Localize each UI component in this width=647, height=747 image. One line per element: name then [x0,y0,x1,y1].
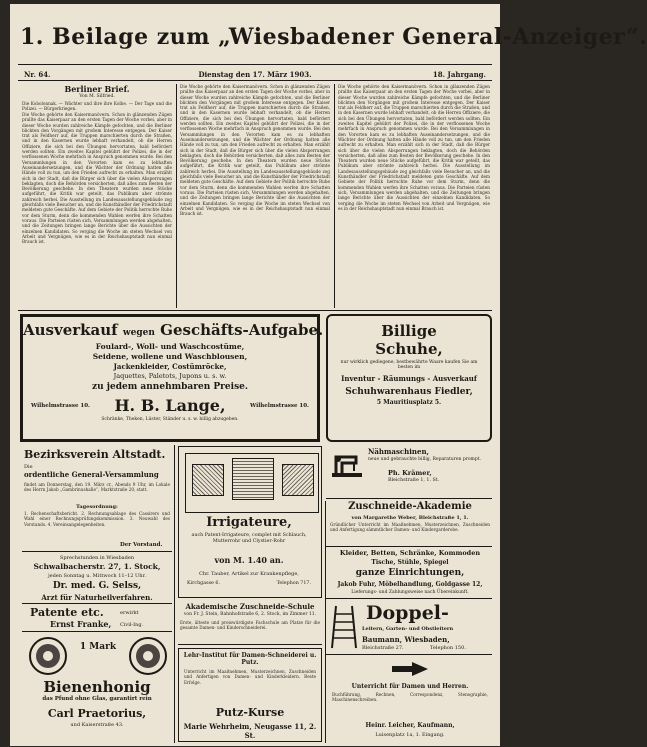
lehrinstitut-title: Lehr-Institut für Damen-Schneiderei u. Putz. [183,652,317,666]
masthead-rule [18,64,492,65]
akademische-title: Akademische Zuschneide-Schule [185,602,315,611]
doppel-sub: Leitern, Garten- und Obstleitern [362,626,454,632]
kleider-line2: Tische, Stühle, Spiegel [371,559,449,566]
column-divider [176,84,177,308]
ad-schuhe-firm: Schuhwarenhaus Fiedler, [345,387,473,397]
kleider-note: Lieferungs- und Zahlungsweise nach Übereinkunft. [351,590,469,595]
article-column-1: Die Woche gehörte den Kaisermanövern. Schon in glänzenden Zügen prallte das Kaiserpaar an den ersten Tagen der Woche vorbei, aber in dieser Woche wurden zahlreiche Kämpfe gefochten, und die Berliner blickten den Vorgängen mit großem Interesse entgegen. Der Kaiser trat als Feldherr auf, die Truppen marschierten durch die Straßen, und in den Kasernen wurde lebhaft verhandelt, ob die Herren Offiziere, die sich bei den Übungen hervortaten, bald befördert werden sollten. Ein zweites Kapitel gebührt der Polizei, die in der verflossenen Woche mehrfach in Anspruch genommen wurde. Bei den Versammlungen in den Vororten kam es zu lebhaften Auseinandersetzungen, und die Wächter der Ordnung hatten alle Hände voll zu tun, um den Frieden aufrecht zu erhalten. Man erzählt sich in der Stadt, daß die Bürger sich über die vielen Absperrungen beklagten, doch die Behörden versicherten, daß alles zum Besten der Bevölkerung geschehe. In den Theatern wurden neue Stücke aufgeführt, die Kritik war geteilt, das Publikum aber strömte zahlreich herbei. Die Ausstellung im Landesausstellungsgebäude zog gleichfalls viele Besucher an, und die Kunsthändler der Friedrichstadt meldeten gute Geschäfte. Auf dem Gebiete der Politik herrschte Ruhe vor dem Sturm, denn die kommenden Wahlen werfen ihre Schatten voraus. Die Parteien rüsten sich, Versammlungen werden abgehalten, und die Zeitungen bringen lange Berichte über die Aussichten der einzelnen Kandidaten. So verging die Woche im steten Wechsel von Arbeit und Vergnügen, wie es in der Reichshauptstadt nun einmal Brauch ist. [22,112,172,245]
ad-schuhe-headline-b: Schuhe, [375,340,443,358]
pointing-hand-icon [390,658,430,680]
ad-divider [326,498,492,499]
doppel-phone: Telephon 150. [430,645,466,651]
ad-lange-line2: Seidene, wollene und Waschblousen, [92,352,248,361]
ad-divider [178,644,322,645]
kleider-line1: Kleider, Betten, Schränke, Kommoden [339,549,481,557]
bienenhonig-firm: Carl Praetorius, [47,707,147,720]
ad-nahmaschinen-text: neue und gebrauchte billig, Reparaturen prompt. [368,457,481,462]
ad-nahmaschinen-firm: Ph. Krämer, [388,469,432,477]
bezirksverein-agenda: 1. Rechenschaftsbericht. 2. Rechnungsablage des Cassirers und Wahl einer Rechnungsprüfungskommission. 3. Neuwahl des Vorstands. 4. Vereinsangelegenheiten. [24,511,170,527]
date-line: Dienstag den 17. März 1903. [198,70,312,79]
column-divider [334,84,335,308]
ad-nahmaschinen [328,445,490,497]
section-rule [18,310,492,311]
ad-lange-line1: Foulard-, Woll- und Waschcostüme, [95,342,245,351]
ad-divider [22,551,172,552]
irrigateure-title: Irrigateure, [206,515,292,530]
irrigateure-address: Kirchgasse 6. [187,581,220,586]
lehrinstitut-putz: Putz-Kurse [215,706,285,719]
ad-schuhe-address: 5 Mauritiusplatz 5. [376,399,442,406]
bezirksverein-closing: Der Vorstand. [120,542,163,548]
irrigator-box-icon [192,464,224,496]
patente-sub: erwirkt [120,610,139,616]
bienenhonig-price: 1 Mark [79,642,117,652]
ad-lange-line5: zu jedem annehmbaren Preise. [91,382,248,392]
bezirksverein-event: ordentliche General-Versammlung [24,470,159,479]
honey-seal-right-icon [128,636,168,676]
irrigateure-product-sketch [185,453,319,513]
bezirksverein-title: Bezirksverein Altstadt. [24,448,166,461]
ad-lange-line3: Jackenkleider, Costümröcke, [113,362,227,371]
zuschneide-text: Gründlicher Unterricht im Maaßnehmen, Musterzeichnen, Zuschneiden und Anfertigung sämmtlicher Damen- und Kindergarderobe. [330,522,490,533]
date-rule [18,80,492,81]
ad-lange-line4: Jaquettes, Paletots, Jupons u. s. w. [113,372,227,380]
bienenhonig-sub: das Pfund ohne Glas, garantirt rein [42,696,152,702]
column-divider [174,445,175,743]
doctor-hours: jeden Sonntag u. Mittwoch 11–12 Uhr. [48,573,146,579]
lehrinstitut-firm: Marie Wehrheim, [183,722,252,731]
ad-divider [326,546,492,547]
article-heading: Berliner Brief. [64,84,130,94]
ad-lange-address-left: Wilhelmstrasse 10. [31,402,90,409]
ad-lange-headline-a: Ausverkauf [23,321,118,339]
kleider-line3: ganze Einrichtungen, [355,568,465,578]
ad-divider [22,631,172,632]
patente-title: Patente etc. [30,606,104,619]
doctor-sprechstunden: Sprechstunden in Wiesbaden [59,555,135,561]
ad-divider [326,598,492,599]
bienenhonig-address: und Kaiserstraße 43. [70,722,124,728]
doctor-street: Schwalbacherstr. 27, 1. Stock, [33,562,161,571]
bienenhonig-title: Bienenhonig [43,678,151,696]
unterricht-text: Buchführung, Rechnen, Correspondenz, Stenographie, Maschinenschreiben. [332,692,488,703]
lehrinstitut-text: Unterricht im Maaßnehmen, Musterzeichnen, Zuschneiden und Anfertigen von Damen- und Kinderkleidern. Beste Erfolge. [184,669,316,685]
zuschneide-sub: von Margarethe Weber, Bleichstraße 1, 1. [351,515,469,521]
ad-lange-headline-wegen: wegen [122,328,155,338]
irrigator-can-icon [232,458,274,500]
doppel-firm: Baumann, Wiesbaden, [362,635,450,644]
akademische-sub: von Fr. J. Stein, Bahnhofstraße 6, 2. Stock, im Zimmer 11. [183,612,317,617]
ad-lange-headline-b: Geschäfts-Aufgabe. [160,321,324,339]
irrigator-box-icon [282,464,314,496]
ad-divider [326,654,492,655]
ad-schuhe-sub: nur wirklich gediegene, bestbewährte Waare kaufen Sie am besten im [340,360,478,370]
ad-irrigateure [178,446,322,598]
ad-divider [22,603,172,604]
issue-number: Nr. 64. [24,70,51,79]
sewing-machine-icon [330,449,364,479]
lehrinstitut-address: Neugasse 11, 2. St. [244,722,317,740]
kleider-firm: Jakob Fuhr, Möbelhandlung, Goldgasse 12, [337,581,483,588]
irrigateure-sub: auch Patent-Irrigateure, complet mit Schlauch, Mutterrohr und Clystier-Rohr [191,533,307,544]
bezirksverein-intro: Die [24,464,33,470]
ad-nahmaschinen-title: Nähmaschinen, [368,447,429,456]
honey-seal-left-icon [28,636,68,676]
unterricht-title: Unterricht für Damen und Herren. [351,683,469,690]
ad-lange [20,314,324,442]
masthead-title: 1. Beilage zum „Wiesbadener General-Anzeiger“. [20,24,647,50]
bezirksverein-agenda-title: Tagesordnung: [76,504,118,510]
ad-nahmaschinen-address: Bleichstraße 1, 1. St. [388,478,440,483]
zuschneide-title: Zuschneide-Akademie [348,501,472,512]
ad-schuhe [326,314,492,442]
ad-lehrinstitut [178,648,322,742]
ad-schuhe-sale: Inventur - Räumungs - Ausverkauf [341,374,477,383]
article-lead: Die Kobolonnak. — Wächter und ihre ihre Kolbe. — Der Tage und die Polizei. — Bürgerkriegen. [22,101,172,112]
unterricht-firm: Heinr. Leicher, Kaufmann, [365,722,455,729]
irrigateure-price: von M. 1.40 an. [214,555,284,565]
patente-location: Civil-Ing. [120,622,144,628]
unterricht-address: Luisenplatz 1a, 1. Eingang. [375,732,445,738]
ladder-icon [330,604,358,650]
doctor-name: Dr. med. G. Selss, [52,581,142,591]
irrigateure-firm: Chr. Tauber, Artikel zur Krankenpflege, [199,571,299,577]
irrigateure-phone: Telephon 717. [276,581,311,586]
column-divider [325,501,326,743]
ad-lange-footer: Schränke, Theken, Lüster, Ständer u. s. w. billig abzugeben. [101,417,239,422]
doppel-address: Bleichstraße 27. [362,645,404,651]
year-line: 18. Jahrgang. [432,70,486,79]
bezirksverein-date: findet am Donnerstag, den 19. März cr., Abends 9 Uhr, im Lokale des Herrn Jakob „Gambrinushalle“, Marktstraße 20, statt. [24,482,170,493]
patente-firm: Ernst Franke, [50,619,112,629]
ad-lange-firm: H. B. Lange, [114,396,226,415]
article-byline: Von M. Silfried. [79,94,115,99]
ad-schuhe-headline-a: Billige [381,322,437,340]
newspaper-page [10,4,647,746]
doppel-title: Doppel- [366,602,449,624]
doctor-title: Arzt für Naturheilverfahren. [41,593,153,602]
article-column-2: Die Woche gehörte den Kaisermanövern. Schon in glänzenden Zügen prallte das Kaiserpaar an den ersten Tagen der Woche vorbei, aber in dieser Woche wurden zahlreiche Kämpfe gefochten, und die Berliner blickten den Vorgängen mit großem Interesse entgegen. Der Kaiser trat als Feldherr auf, die Truppen marschierten durch die Straßen, und in den Kasernen wurde lebhaft verhandelt, ob die Herren Offiziere, die sich bei den Übungen hervortaten, bald befördert werden sollten. Ein zweites Kapitel gebührt der Polizei, die in der verflossenen Woche mehrfach in Anspruch genommen wurde. Bei den Versammlungen in den Vororten kam es zu lebhaften Auseinandersetzungen, und die Wächter der Ordnung hatten alle Hände voll zu tun, um den Frieden aufrecht zu erhalten. Man erzählt sich in der Stadt, daß die Bürger sich über die vielen Absperrungen beklagten, doch die Behörden versicherten, daß alles zum Besten der Bevölkerung geschehe. In den Theatern wurden neue Stücke aufgeführt, die Kritik war geteilt, das Publikum aber strömte zahlreich herbei. Die Ausstellung im Landesausstellungsgebäude zog gleichfalls viele Besucher an, und die Kunsthändler der Friedrichstadt meldeten gute Geschäfte. Auf dem Gebiete der Politik herrschte Ruhe vor dem Sturm, denn die kommenden Wahlen werfen ihre Schatten voraus. Die Parteien rüsten sich, Versammlungen werden abgehalten, und die Zeitungen bringen lange Berichte über die Aussichten der einzelnen Kandidaten. So verging die Woche im steten Wechsel von Arbeit und Vergnügen, wie es in der Reichshauptstadt nun einmal Brauch ist. [180,84,330,217]
article-column-3: Die Woche gehörte den Kaisermanövern. Schon in glänzenden Zügen prallte das Kaiserpaar an den ersten Tagen der Woche vorbei, aber in dieser Woche wurden zahlreiche Kämpfe gefochten, und die Berliner blickten den Vorgängen mit großem Interesse entgegen. Der Kaiser trat als Feldherr auf, die Truppen marschierten durch die Straßen, und in den Kasernen wurde lebhaft verhandelt, ob die Herren Offiziere, die sich bei den Übungen hervortaten, bald befördert werden sollten. Ein zweites Kapitel gebührt der Polizei, die in der verflossenen Woche mehrfach in Anspruch genommen wurde. Bei den Versammlungen in den Vororten kam es zu lebhaften Auseinandersetzungen, und die Wächter der Ordnung hatten alle Hände voll zu tun, um den Frieden aufrecht zu erhalten. Man erzählt sich in der Stadt, daß die Bürger sich über die vielen Absperrungen beklagten, doch die Behörden versicherten, daß alles zum Besten der Bevölkerung geschehe. In den Theatern wurden neue Stücke aufgeführt, die Kritik war geteilt, das Publikum aber strömte zahlreich herbei. Die Ausstellung im Landesausstellungsgebäude zog gleichfalls viele Besucher an, und die Kunsthändler der Friedrichstadt meldeten gute Geschäfte. Auf dem Gebiete der Politik herrschte Ruhe vor dem Sturm, denn die kommenden Wahlen werfen ihre Schatten voraus. Die Parteien rüsten sich, Versammlungen werden abgehalten, und die Zeitungen bringen lange Berichte über die Aussichten der einzelnen Kandidaten. So verging die Woche im steten Wechsel von Arbeit und Vergnügen, wie es in der Reichshauptstadt nun einmal Brauch ist. [338,84,490,211]
akademische-text: Erste, älteste und preiswürdigste Fachschule am Platze für die gesamte Damen- und Kinderschneiderei. [180,620,320,631]
ad-lange-address-right: Wilhelmstrasse 10. [250,402,309,409]
